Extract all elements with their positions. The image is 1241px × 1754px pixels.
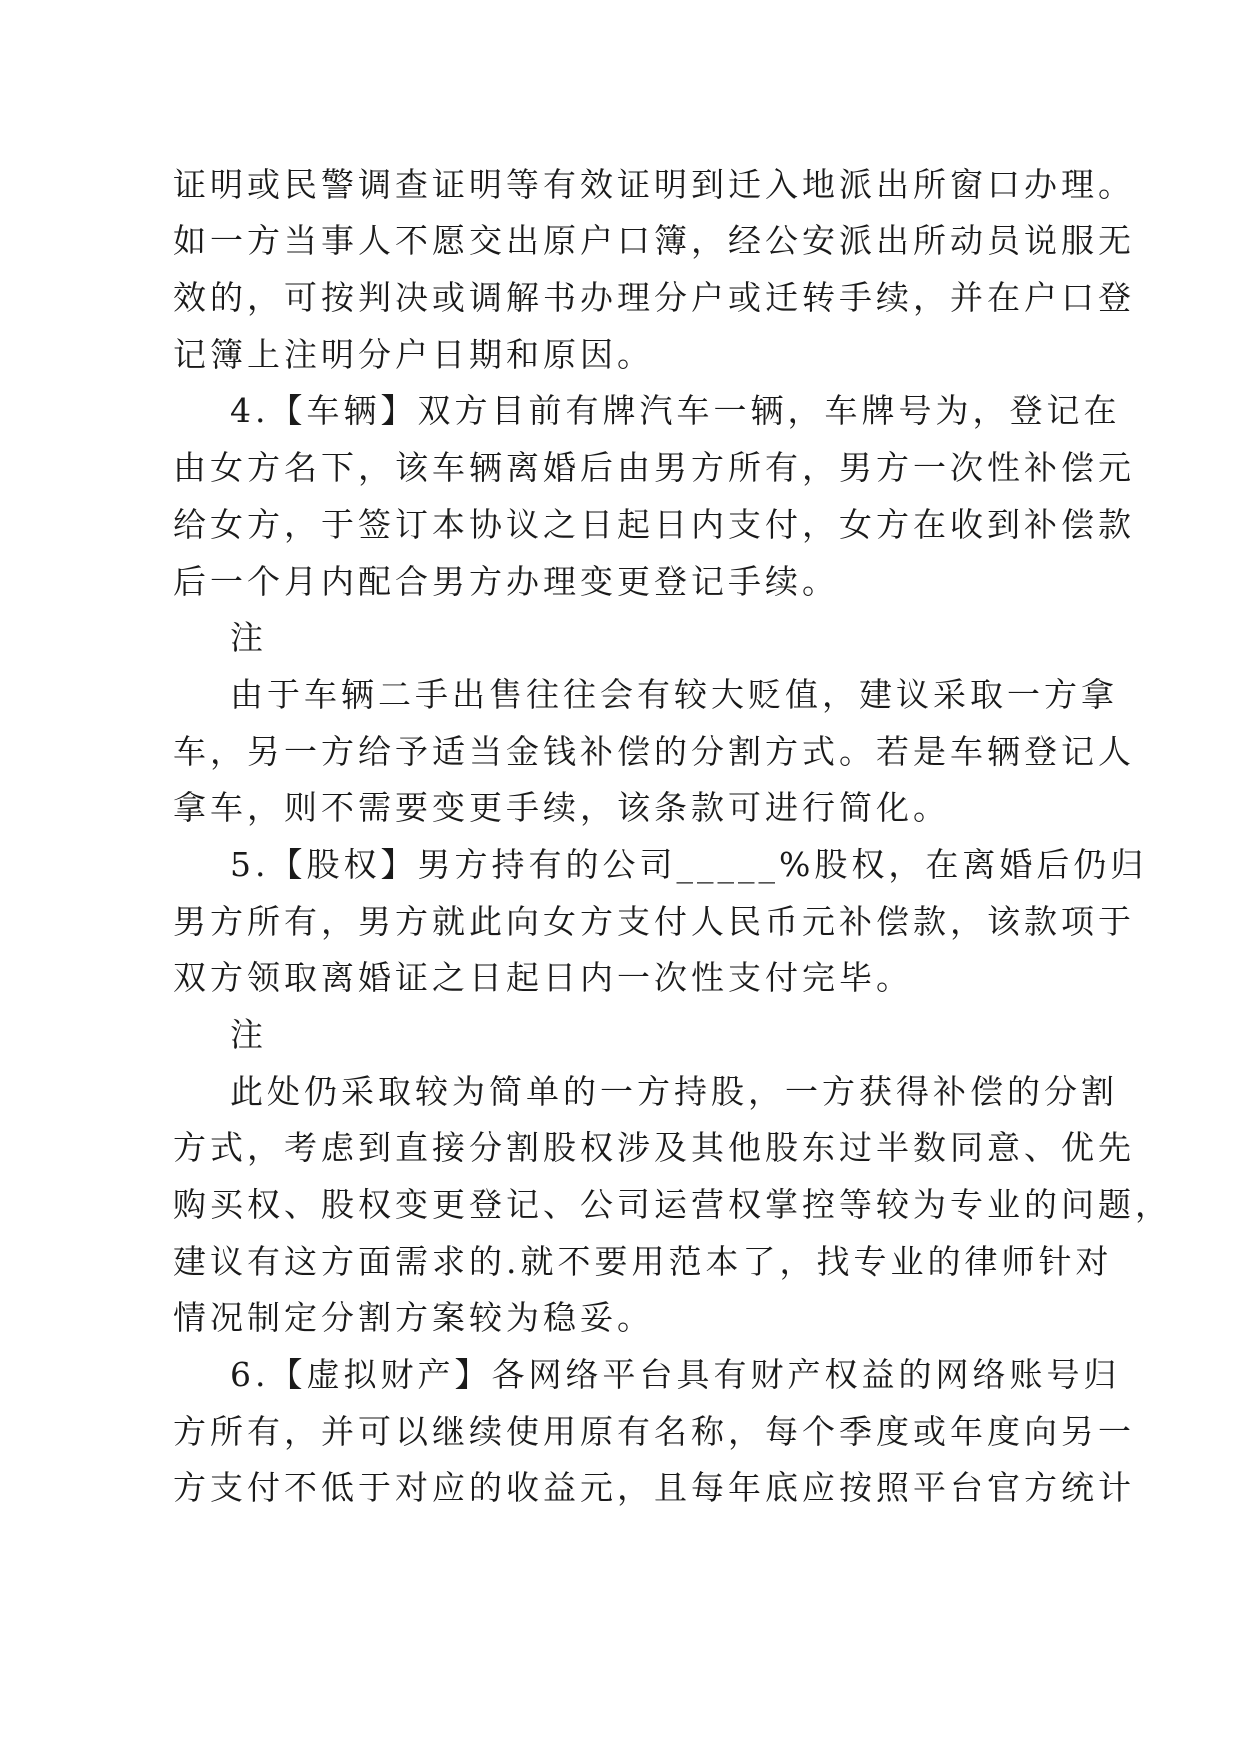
text-line: 6.【虚拟财产】各网络平台具有财产权益的网络账号归 [230,1355,1121,1394]
text-line: 证明或民警调查证明等有效证明到迁入地派出所窗口办理。 [173,165,1135,204]
text-line: 男方所有，男方就此向女方支付人民币元补偿款，该款项于 [173,902,1135,941]
text-line: 给女方，于签订本协议之日起日内支付，女方在收到补偿款 [173,505,1135,544]
text-line: 4.【车辆】双方目前有牌汽车一辆，车牌号为，登记在 [230,391,1121,430]
text-line: 后一个月内配合男方办理变更登记手续。 [173,562,839,601]
text-line: 由女方名下，该车辆离婚后由男方所有，男方一次性补偿元 [173,448,1135,487]
note-heading: 注 [230,1015,267,1054]
text-line: 拿车，则不需要变更手续，该条款可进行简化。 [173,788,950,827]
text-line: 方所有，并可以继续使用原有名称，每个季度或年度向另一 [173,1412,1135,1451]
text-line: 车，另一方给予适当金钱补偿的分割方式。若是车辆登记人 [173,732,1135,771]
text-line: 方支付不低于对应的收益元，且每年底应按照平台官方统计 [173,1468,1135,1507]
text-line: 记簿上注明分户日期和原因。 [173,335,654,374]
text-line: 建议有这方面需求的.就不要用范本了，找专业的律师针对 [173,1242,1113,1281]
text-line: 双方领取离婚证之日起日内一次性支付完毕。 [173,958,913,997]
text-line: 购买权、股权变更登记、公司运营权掌控等较为专业的问题， [173,1185,1172,1224]
text-line: 5.【股权】男方持有的公司_____%股权，在离婚后仍归 [230,845,1148,884]
text-line: 情况制定分割方案较为稳妥。 [173,1298,654,1337]
text-line: 方式，考虑到直接分割股权涉及其他股东过半数同意、优先 [173,1128,1135,1167]
text-line: 此处仍采取较为简单的一方持股，一方获得补偿的分割 [230,1072,1118,1111]
note-heading: 注 [230,618,267,657]
text-line: 由于车辆二手出售往往会有较大贬值，建议采取一方拿 [230,675,1118,714]
text-line: 如一方当事人不愿交出原户口簿，经公安派出所动员说服无 [173,221,1135,260]
text-line: 效的，可按判决或调解书办理分户或迁转手续，并在户口登 [173,278,1135,317]
